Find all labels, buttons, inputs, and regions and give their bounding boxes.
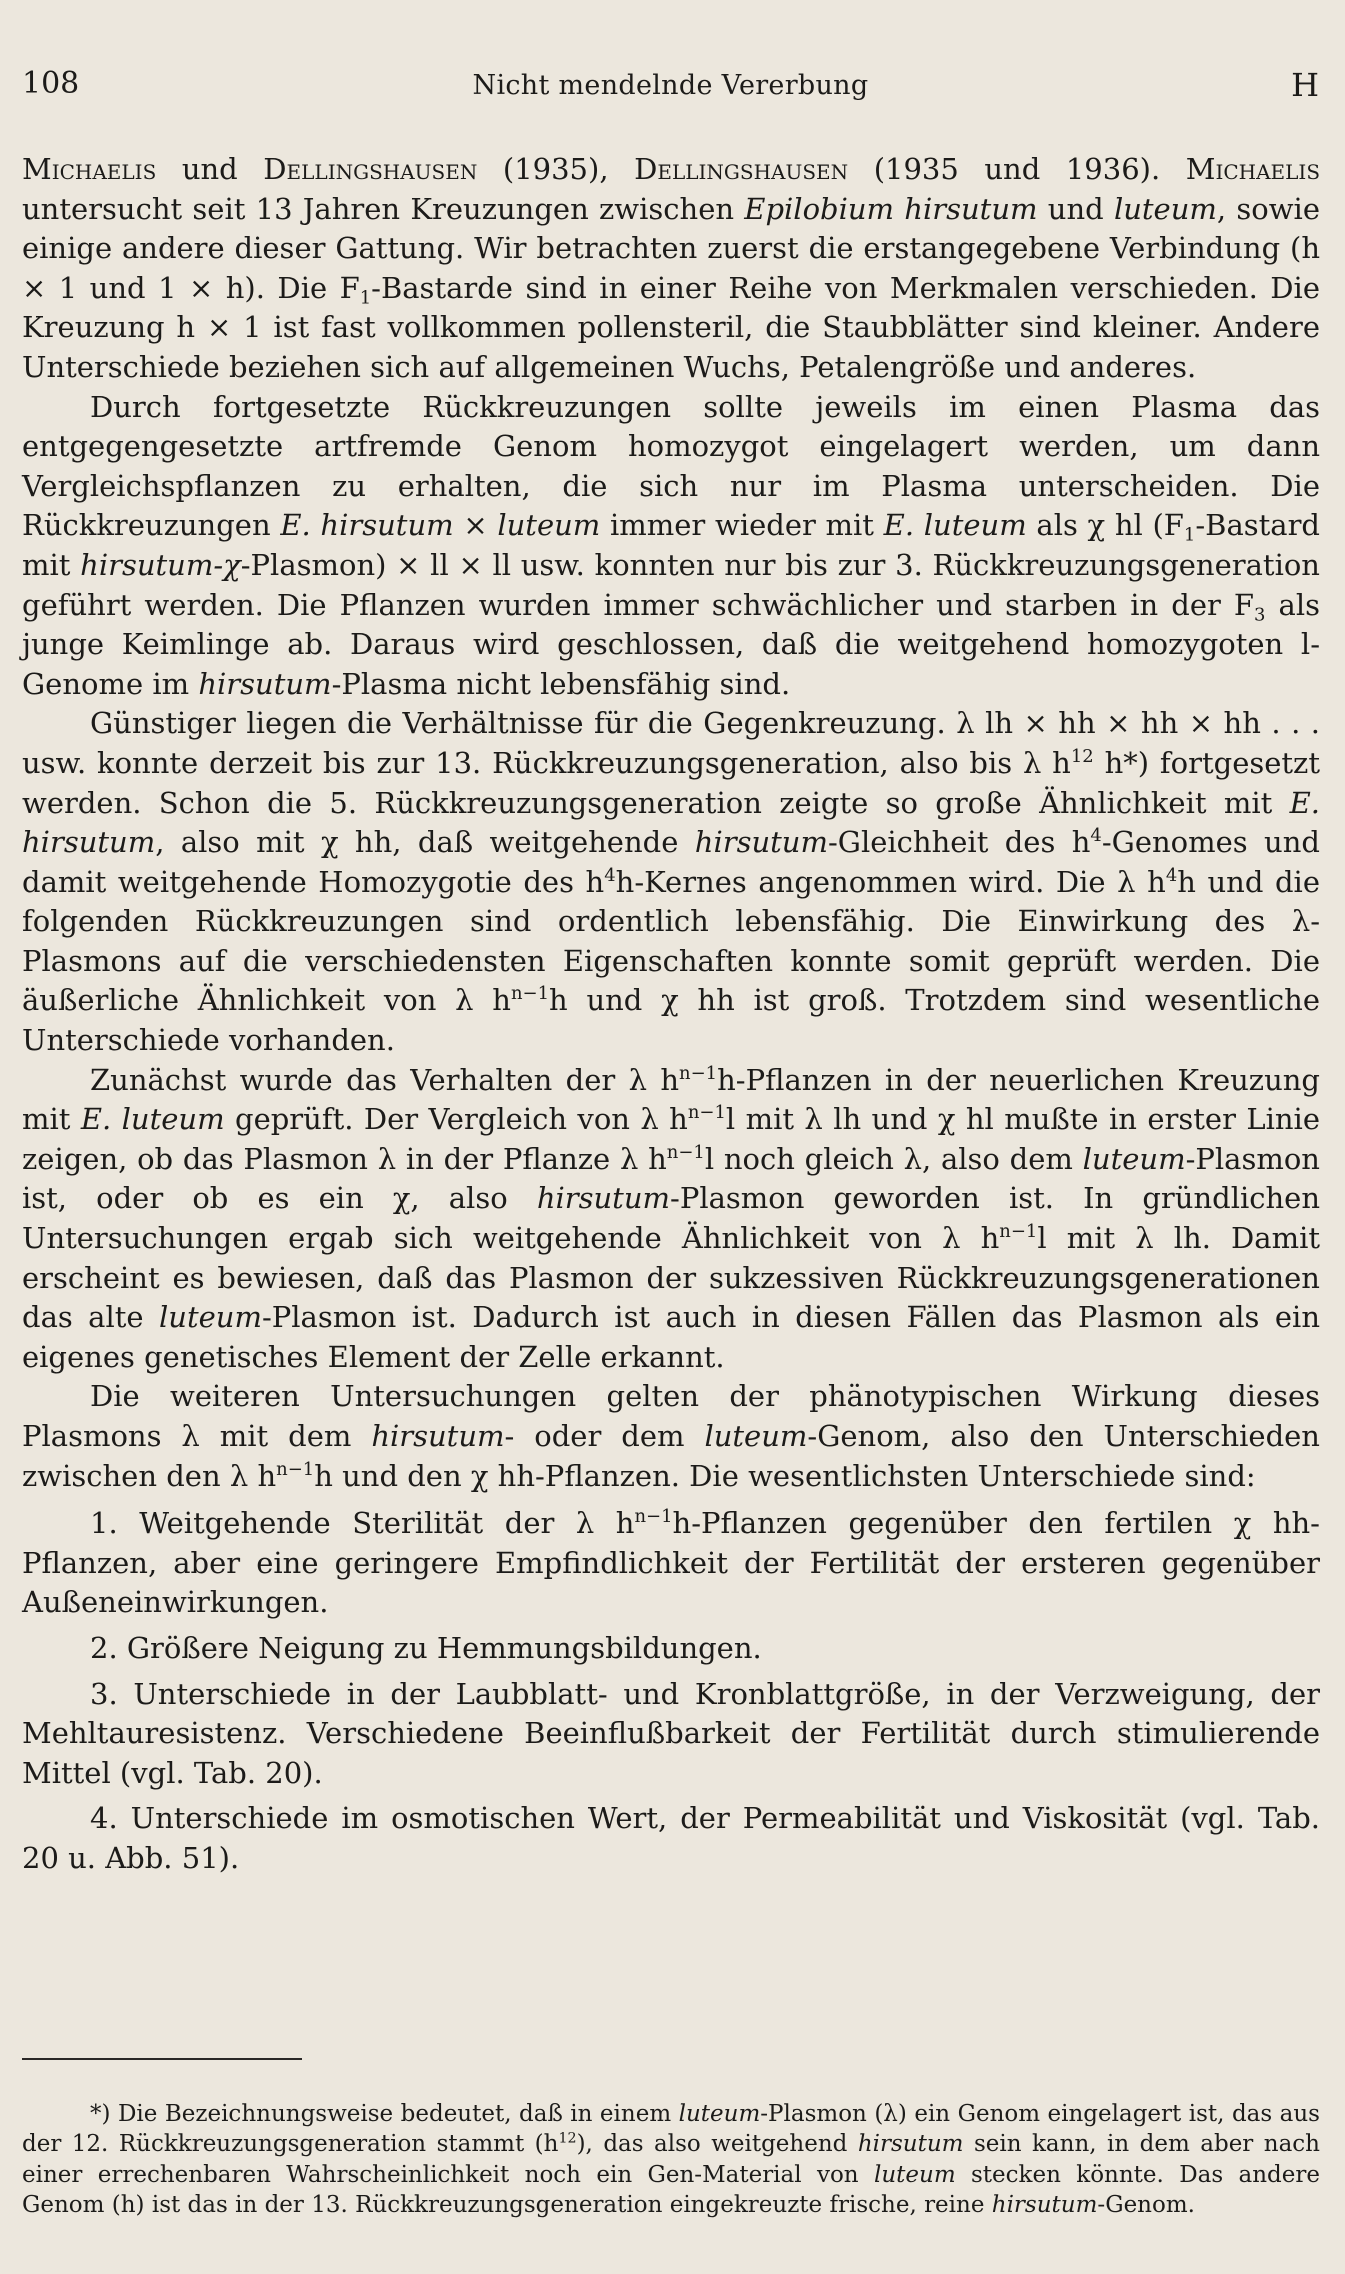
text-run: - oder dem	[504, 1419, 705, 1453]
text-run: l noch gleich λ, also dem	[704, 1141, 1083, 1176]
text-run: immer wieder mit	[600, 508, 884, 543]
superscript: 12	[1070, 746, 1094, 768]
species-name: E. luteum	[883, 508, 1027, 543]
text-run: h und die folgenden Rückkreuzungen sind ordentlich lebensfähig. Die Einwirkung des λ-Plasmons auf die verschiedensten Eigenschaften konnte somit geprüft werden. Die äußerliche Ähnlichkeit von λ h	[22, 864, 1320, 1018]
text-run: h-Pflanzen gegenüber den fertilen χ hh-Pflanzen, aber eine geringere Empfindlichkeit der Fertilität der ersteren gegenüber Außeneinwirkungen.	[22, 1506, 1320, 1620]
text-run: h und χ hh ist groß. Trotzdem sind wesentliche Unterschiede vorhanden.	[22, 983, 1320, 1058]
superscript: 4	[1165, 864, 1178, 886]
text-run: -Genomes und damit weitgehende Homozygotie des h	[22, 825, 1320, 899]
list-item: 3. Unterschiede in der Laubblatt- und Kronblattgröße, in der Verzweigung, der Mehltauresistenz. Verschiedene Beeinflußbarkeit der Fertilität durch stimulierende Mittel (vgl. Tab. 20).	[22, 1676, 1320, 1790]
text-run: Zunächst wurde das Verhalten der λ h	[90, 1062, 680, 1097]
species-name: hirsutum	[857, 2131, 964, 2158]
body-text	[22, 150, 1320, 1879]
species-name: hirsutum	[694, 825, 828, 860]
species-name: luteum	[704, 1419, 808, 1453]
superscript: 4	[604, 864, 616, 886]
text-run: , also mit χ hh, daß weitgehende	[155, 825, 695, 860]
text-run: -Plasmon (λ) ein Genom eingelagert ist, das aus der 12. Rückkreuzungsgeneration stammt (h	[22, 2101, 1320, 2158]
text-run: Günstiger liegen die Verhältnisse für die Gegenkreuzung. λ lh × hh × hh × hh . . . usw. konnte derzeit bis zur 13. Rückkreuzungsgeneration, also bis λ h	[22, 706, 1320, 780]
paragraph-3	[22, 704, 1320, 1060]
text-run: l mit λ lh und χ hl mußte in erster Linie zeigen, ob das Plasmon λ in der Pflanze λ h	[22, 1102, 1320, 1176]
superscript: n−1	[634, 1506, 673, 1528]
text-run: h-Pflanzen in der neuerlichen Kreuzung mit	[22, 1062, 1320, 1137]
superscript: 4	[1090, 825, 1102, 847]
paragraph-4	[22, 1061, 1320, 1378]
text-run: (1935),	[477, 152, 635, 186]
species-name: Epilobium hirsutum	[744, 191, 1038, 226]
text-run: -Genom.	[1097, 2192, 1195, 2219]
text-run: -Plasmon geworden ist. In gründlichen Untersuchungen ergab sich weitgehende Ähnlichkeit von λ h	[22, 1181, 1320, 1256]
text-run: 1. Weitgehende Sterilität der λ h	[90, 1506, 635, 1541]
page-number: 108	[22, 66, 80, 101]
species-name: E. hirsutum	[22, 785, 1320, 860]
text-run: als χ hl (F	[1026, 508, 1184, 543]
differences-list	[22, 1504, 1320, 1878]
list-item: 4. Unterschiede im osmotischen Wert, der Permeabilität und Viskosität (vgl. Tab. 20 u. Abb. 51).	[22, 1801, 1320, 1875]
species-name: luteum	[678, 2101, 761, 2127]
text-run: ), das also weitgehend	[576, 2131, 858, 2158]
author-dellingshausen: Dellingshausen	[634, 152, 849, 186]
text-run: h-Kernes angenommen wird. Die λ h	[615, 864, 1166, 899]
species-name: luteum	[497, 508, 601, 543]
section-letter: H	[1291, 66, 1319, 104]
text-run: und	[1037, 191, 1114, 226]
species-name: luteum	[873, 2161, 956, 2188]
subscript: 3	[1254, 603, 1266, 625]
running-title: Nicht mendelnde Vererbung	[472, 70, 869, 101]
species-name: hirsutum	[198, 666, 332, 701]
paragraph-5	[22, 1377, 1320, 1496]
superscript: n−1	[510, 983, 550, 1005]
subscript: 1	[1183, 524, 1196, 546]
superscript: n−1	[679, 1062, 718, 1084]
text-run: -Plasmon) × ll × ll usw. konnten nur bis zur 3. Rückkreuzungsgeneration geführt werden. Die Pflanzen wurden immer schwächlicher und starben in der F	[22, 547, 1320, 622]
species-name: luteum	[1113, 191, 1217, 226]
author-michaelis: Michaelis	[1185, 152, 1321, 186]
species-name: hirsutum	[991, 2192, 1098, 2219]
text-run: stecken könnte. Das andere Genom (h) ist das in der 13. Rückkreuzungsgeneration eingekreuzte frische, reine	[22, 2161, 1320, 2219]
text-run: -Plasma nicht lebensfähig sind.	[331, 666, 791, 701]
footnote-divider	[22, 2058, 302, 2060]
text-run: h und den χ hh-Pflanzen. Die wesentlichsten Unterschiede sind:	[314, 1458, 1256, 1493]
text-run: h*) fortgesetzt werden. Schon die 5. Rückkreuzungsgeneration zeigte so große Ähnlichkeit mit	[22, 745, 1320, 820]
list-item	[22, 1504, 1320, 1623]
text-run: -Plasmon ist. Dadurch ist auch in diesen Fällen das Plasmon als ein eigenes genetisches Element der Zelle erkannt.	[22, 1300, 1320, 1374]
superscript: 12	[558, 2130, 577, 2147]
species-name: E. hirsutum	[280, 508, 454, 543]
text-run: -Genom, also den Unterschieden zwischen den λ h	[22, 1419, 1320, 1493]
superscript: n−1	[276, 1458, 315, 1480]
text-run: ×	[453, 508, 498, 543]
species-name: hirsutum	[371, 1419, 505, 1453]
superscript: n−1	[999, 1221, 1038, 1243]
text-run: und	[156, 152, 264, 186]
species-name: luteum	[1082, 1141, 1186, 1176]
superscript: n−1	[666, 1142, 705, 1164]
superscript: n−1	[687, 1102, 726, 1124]
text-run: -Plasmon ist, oder ob es ein χ, also	[22, 1141, 1320, 1216]
text-run: -Bastard mit	[22, 508, 1320, 582]
text-run: untersucht seit 13 Jahren Kreuzungen zwischen	[22, 191, 745, 226]
text-run: Die weiteren Untersuchungen gelten der phänotypischen Wirkung dieses Plasmons λ mit dem	[22, 1379, 1320, 1453]
species-name: hirsutum-χ	[80, 547, 241, 582]
text-run: l mit λ lh. Damit erscheint es bewiesen, daß das Plasmon der sukzessiven Rückkreuzungsgenerationen das alte	[22, 1221, 1320, 1335]
species-name: E. luteum	[80, 1102, 225, 1137]
species-name: luteum	[159, 1300, 262, 1335]
page-header	[22, 66, 1319, 106]
text-run: (1935 und 1936).	[848, 152, 1186, 186]
footnote	[22, 2099, 1320, 2221]
author-dellingshausen: Dellingshausen	[263, 152, 478, 186]
text-run: , sowie einige andere dieser Gattung. Wir betrachten zuerst die erstangegebene Verbindung (h × 1 und 1 × h). Die F	[22, 191, 1320, 305]
author-michaelis: Michaelis	[22, 152, 157, 186]
text-run: Durch fortgesetzte Rückkreuzungen sollte jeweils im einen Plasma das entgegengesetzte artfremde Genom homozygot eingelagert werden, um dann Vergleichspflanzen zu erhalten, die sich nur im Plasma unterscheiden. Die Rückkreuzungen	[22, 389, 1320, 543]
paragraph-2	[22, 388, 1320, 705]
list-item: 2. Größere Neigung zu Hemmungsbildungen.	[90, 1630, 762, 1665]
text-run: -Bastarde sind in einer Reihe von Merkmalen verschieden. Die Kreuzung h × 1 ist fast vollkommen pollensteril, die Staubblätter sind kleiner. Andere Unterschiede beziehen sich auf allgemeinen Wuchs, Petalengröße und anderes.	[22, 270, 1320, 384]
text-run: als junge Keimlinge ab. Daraus wird geschlossen, daß die weitgehend homozygoten l-Genome im	[22, 587, 1320, 701]
species-name: hirsutum	[536, 1181, 671, 1216]
text-run: geprüft. Der Vergleich von λ h	[224, 1102, 688, 1137]
text-run: sein kann, in dem aber nach einer errechenbaren Wahrscheinlichkeit noch ein Gen-Material von	[22, 2131, 1320, 2188]
subscript: 1	[359, 287, 372, 309]
text-run: -Gleichheit des h	[827, 825, 1091, 860]
text-run: *) Die Bezeichnungsweise bedeutet, daß in einem	[90, 2101, 679, 2127]
paragraph-1	[22, 150, 1320, 388]
